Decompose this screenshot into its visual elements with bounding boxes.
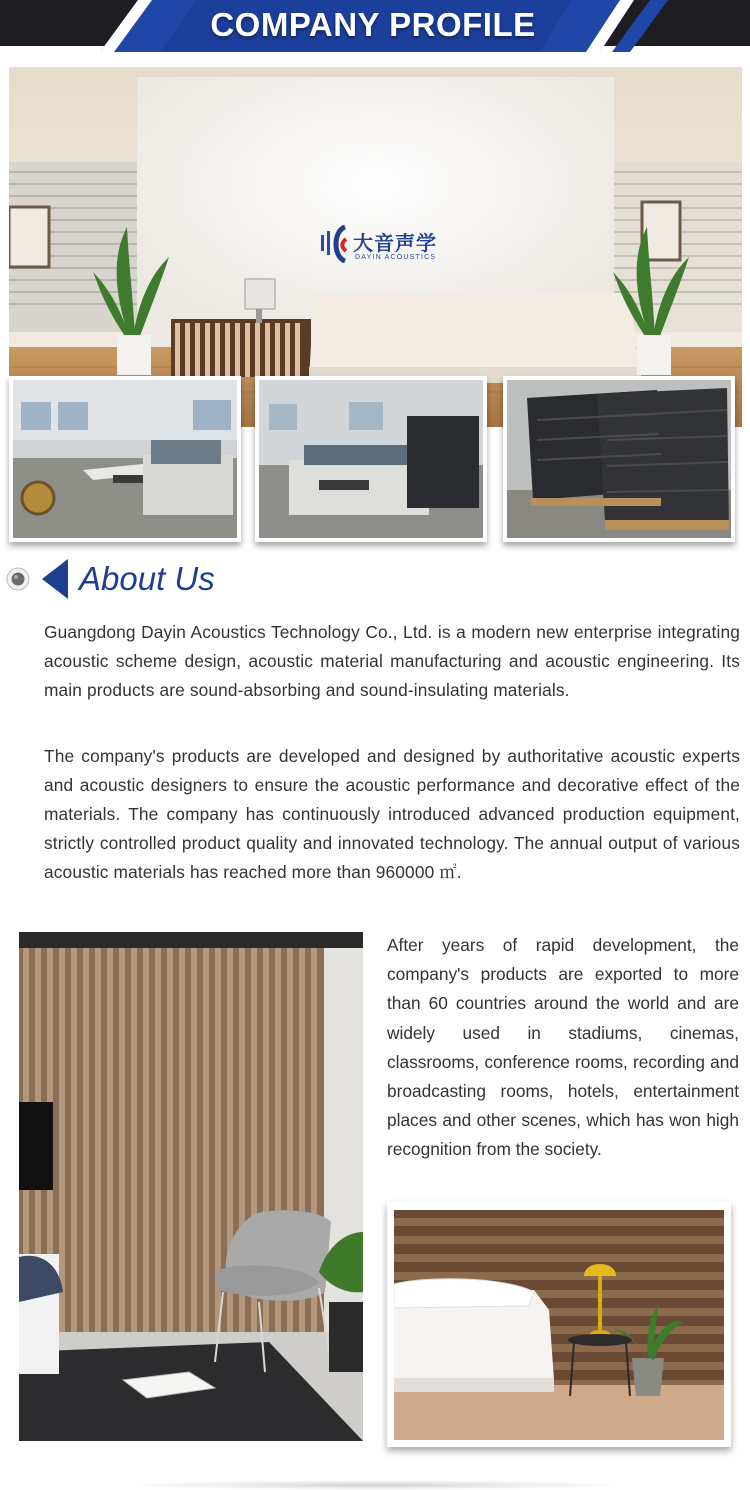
about-us-heading — [4, 556, 404, 600]
factory-photo-strip — [9, 376, 742, 546]
factory-photo-3 — [503, 376, 735, 542]
factory-photo-1 — [9, 376, 241, 542]
about-paragraph-3: After years of rapid development, the company's products are exported to more than 60 countries around the world and are widely used in stadiums, cinemas, classrooms, conference rooms, recording and broadcasting rooms, hotels, entertainment places and other scenes, which has won high recognition from the society. — [387, 935, 739, 1160]
company-logo — [321, 225, 456, 273]
company-profile-banner — [0, 0, 750, 52]
radio-dot-icon — [7, 568, 29, 590]
factory-photo-2 — [255, 376, 487, 542]
logo-mark-icon — [321, 225, 351, 263]
about-us-title: About Us — [79, 560, 215, 597]
logo-chinese-name: 大音声学 — [353, 231, 437, 255]
bottom-shadow — [120, 1480, 630, 1490]
about-paragraph-2: The company's products are developed and designed by authoritative acoustic experts and acoustic designers to ensure the acoustic performance and decorative effect of the materials. The company has continuously introduced advanced production equipment, strictly controlled product quality and innovated technology. The annual output of various acoustic materials has reached more than 960000 ㎡. — [44, 746, 740, 882]
about-paragraph-1: Guangdong Dayin Acoustics Technology Co., Ltd. is a modern new enterprise integrating acoustic scheme design, acoustic material manufacturing and acoustic engineering. Its main products are sound-absorbing and sound-insulating materials. — [44, 622, 740, 700]
banner-title: COMPANY PROFILE — [210, 6, 536, 43]
lobby-photo — [9, 67, 742, 427]
logo-english-name: DAYIN ACOUSTICS — [355, 254, 437, 261]
triangle-left-icon — [42, 559, 68, 599]
bedroom-photo — [387, 1202, 731, 1447]
slatted-wall-room-photo — [19, 932, 363, 1441]
